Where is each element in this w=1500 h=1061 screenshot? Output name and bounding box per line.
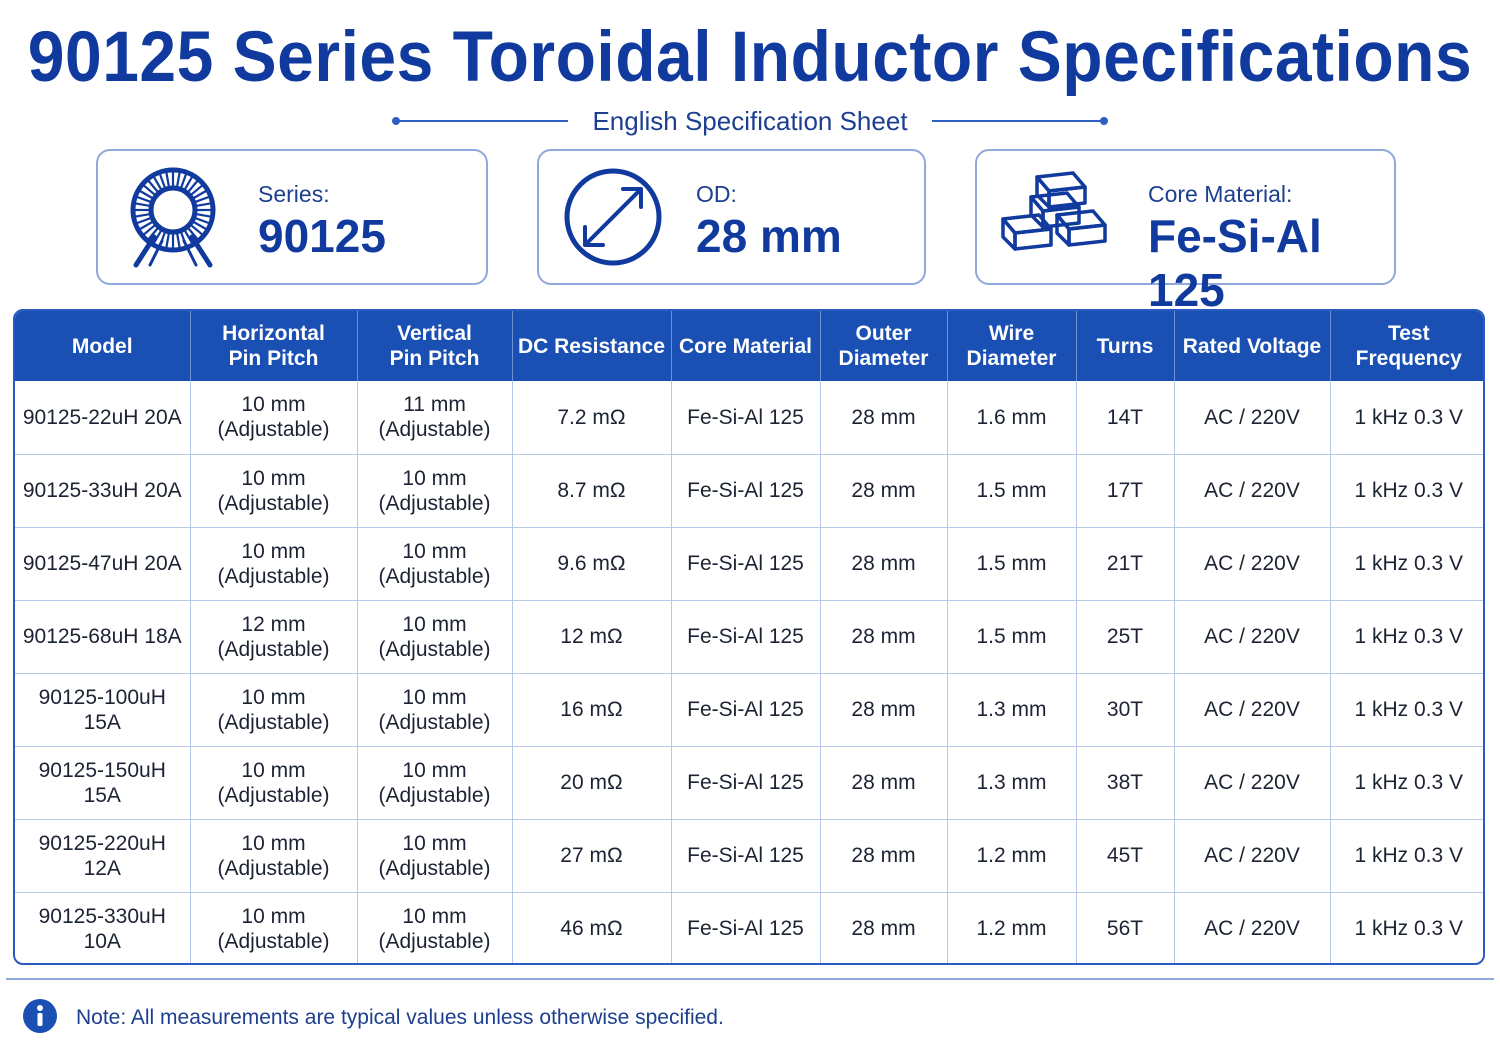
info-icon	[22, 998, 58, 1039]
core-material-label: Core Material:	[1148, 181, 1293, 207]
cell-dc-resistance: 7.2 mΩ	[512, 381, 671, 454]
cell-core-material: Fe-Si-Al 125	[671, 673, 820, 746]
cell-vertical-pin-pitch: 10 mm (Adjustable)	[357, 673, 512, 746]
cell-test-frequency: 1 kHz 0.3 V	[1330, 600, 1485, 673]
cell-rated-voltage: AC / 220V	[1174, 527, 1330, 600]
header-outer-diameter: Outer Diameter	[820, 311, 947, 381]
cell-model: 90125-220uH 12A	[15, 819, 190, 892]
cell-dc-resistance: 9.6 mΩ	[512, 527, 671, 600]
cell-wire-diameter: 1.2 mm	[947, 819, 1076, 892]
cell-outer-diameter: 28 mm	[820, 600, 947, 673]
toroid-coil-icon	[124, 165, 222, 276]
cell-horizontal-pin-pitch: 12 mm (Adjustable)	[190, 600, 357, 673]
table-header-row	[15, 311, 1485, 381]
cell-turns: 21T	[1076, 527, 1174, 600]
header-dc-resistance: DC Resistance	[512, 311, 671, 381]
cell-horizontal-pin-pitch: 10 mm (Adjustable)	[190, 819, 357, 892]
cell-dc-resistance: 16 mΩ	[512, 673, 671, 746]
spec-table	[13, 309, 1485, 965]
header-wire-diameter: Wire Diameter	[947, 311, 1076, 381]
cell-rated-voltage: AC / 220V	[1174, 454, 1330, 527]
cell-rated-voltage: AC / 220V	[1174, 892, 1330, 965]
series-card	[96, 149, 488, 285]
subtitle-rule-left	[394, 120, 568, 122]
cell-turns: 17T	[1076, 454, 1174, 527]
cell-outer-diameter: 28 mm	[820, 527, 947, 600]
table-row	[15, 746, 1485, 819]
cell-model: 90125-33uH 20A	[15, 454, 190, 527]
cell-dc-resistance: 46 mΩ	[512, 892, 671, 965]
cell-horizontal-pin-pitch: 10 mm (Adjustable)	[190, 892, 357, 965]
table-row	[15, 527, 1485, 600]
diameter-arrow-icon	[563, 167, 663, 272]
metal-ingots-icon	[997, 169, 1113, 270]
header-turns: Turns	[1076, 311, 1174, 381]
cell-turns: 30T	[1076, 673, 1174, 746]
cell-rated-voltage: AC / 220V	[1174, 600, 1330, 673]
cell-model: 90125-100uH 15A	[15, 673, 190, 746]
cell-wire-diameter: 1.3 mm	[947, 673, 1076, 746]
od-value: 28 mm	[696, 210, 842, 262]
subtitle-rule-right	[932, 120, 1106, 122]
series-value: 90125	[258, 210, 386, 262]
header-vertical-pin-pitch: Vertical Pin Pitch	[357, 311, 512, 381]
cell-test-frequency: 1 kHz 0.3 V	[1330, 819, 1485, 892]
cell-outer-diameter: 28 mm	[820, 746, 947, 819]
cell-wire-diameter: 1.6 mm	[947, 381, 1076, 454]
cell-rated-voltage: AC / 220V	[1174, 673, 1330, 746]
cell-test-frequency: 1 kHz 0.3 V	[1330, 673, 1485, 746]
cell-wire-diameter: 1.5 mm	[947, 600, 1076, 673]
cell-outer-diameter: 28 mm	[820, 673, 947, 746]
cell-core-material: Fe-Si-Al 125	[671, 819, 820, 892]
cell-vertical-pin-pitch: 10 mm (Adjustable)	[357, 527, 512, 600]
cell-core-material: Fe-Si-Al 125	[671, 454, 820, 527]
cell-core-material: Fe-Si-Al 125	[671, 381, 820, 454]
cell-horizontal-pin-pitch: 10 mm (Adjustable)	[190, 673, 357, 746]
cell-vertical-pin-pitch: 10 mm (Adjustable)	[357, 746, 512, 819]
cell-outer-diameter: 28 mm	[820, 892, 947, 965]
footer-divider	[6, 978, 1494, 980]
cell-horizontal-pin-pitch: 10 mm (Adjustable)	[190, 527, 357, 600]
cell-outer-diameter: 28 mm	[820, 381, 947, 454]
header-test-frequency: Test Frequency	[1355, 322, 1462, 370]
table-row	[15, 454, 1485, 527]
table-row	[15, 892, 1485, 965]
od-card	[537, 149, 926, 285]
od-label: OD:	[696, 181, 737, 207]
note-row	[22, 998, 724, 1038]
cell-test-frequency: 1 kHz 0.3 V	[1330, 527, 1485, 600]
cell-wire-diameter: 1.5 mm	[947, 527, 1076, 600]
page-title: 90125 Series Toroidal Inductor Specifications	[27, 16, 1473, 96]
table-row	[15, 673, 1485, 746]
cell-test-frequency: 1 kHz 0.3 V	[1354, 917, 1464, 941]
cell-horizontal-pin-pitch: 10 mm (Adjustable)	[190, 454, 357, 527]
cell-core-material: Fe-Si-Al 125	[671, 527, 820, 600]
cell-model: 90125-47uH 20A	[15, 527, 190, 600]
cell-vertical-pin-pitch: 11 mm (Adjustable)	[357, 381, 512, 454]
cell-rated-voltage: AC / 220V	[1174, 819, 1330, 892]
cell-rated-voltage: AC / 220V	[1174, 746, 1330, 819]
cell-horizontal-pin-pitch: 10 mm (Adjustable)	[190, 746, 357, 819]
cell-wire-diameter: 1.5 mm	[947, 454, 1076, 527]
cell-wire-diameter: 1.2 mm	[947, 892, 1076, 965]
cell-model: 90125-68uH 18A	[15, 600, 190, 673]
subtitle-row	[0, 104, 1500, 138]
cell-outer-diameter: 28 mm	[820, 819, 947, 892]
cell-wire-diameter: 1.3 mm	[947, 746, 1076, 819]
cell-test-frequency: 1 kHz 0.3 V	[1330, 381, 1485, 454]
cell-turns: 14T	[1076, 381, 1174, 454]
cell-core-material: Fe-Si-Al 125	[671, 600, 820, 673]
cell-vertical-pin-pitch: 10 mm (Adjustable)	[357, 892, 512, 965]
header-horizontal-pin-pitch: Horizontal Pin Pitch	[190, 311, 357, 381]
core-material-card	[975, 149, 1396, 316]
cell-rated-voltage: AC / 220V	[1174, 381, 1330, 454]
cell-model: 90125-22uH 20A	[15, 381, 190, 454]
header-rated-voltage: Rated Voltage	[1174, 311, 1330, 381]
cell-model: 90125-150uH 15A	[15, 746, 190, 819]
cell-vertical-pin-pitch: 10 mm (Adjustable)	[357, 819, 512, 892]
note-text: Note: All measurements are typical values unless otherwise specified.	[76, 1006, 724, 1029]
header-model: Model	[15, 311, 190, 381]
cell-core-material: Fe-Si-Al 125	[671, 892, 820, 965]
table-row	[15, 819, 1485, 892]
header-core-material: Core Material	[671, 311, 820, 381]
core-material-value: Fe-Si-Al 125	[1148, 210, 1322, 316]
cell-test-frequency: 1 kHz 0.3 V	[1330, 746, 1485, 819]
cell-core-material: Fe-Si-Al 125	[671, 746, 820, 819]
series-label: Series:	[258, 181, 330, 207]
cell-turns: 56T	[1076, 892, 1174, 965]
cell-vertical-pin-pitch: 10 mm (Adjustable)	[357, 454, 512, 527]
page-subtitle: English Specification Sheet	[592, 105, 908, 136]
cell-outer-diameter: 28 mm	[820, 454, 947, 527]
cell-dc-resistance: 8.7 mΩ	[512, 454, 671, 527]
cell-turns: 45T	[1076, 819, 1174, 892]
cell-dc-resistance: 20 mΩ	[512, 746, 671, 819]
table-row	[15, 381, 1485, 454]
cell-dc-resistance: 12 mΩ	[512, 600, 671, 673]
cell-dc-resistance: 27 mΩ	[512, 819, 671, 892]
cell-turns: 38T	[1076, 746, 1174, 819]
cell-horizontal-pin-pitch: 10 mm (Adjustable)	[190, 381, 357, 454]
cell-turns: 25T	[1076, 600, 1174, 673]
cell-model: 90125-330uH 10A	[15, 892, 190, 965]
cell-test-frequency: 1 kHz 0.3 V	[1330, 454, 1485, 527]
cell-vertical-pin-pitch: 10 mm (Adjustable)	[357, 600, 512, 673]
table-row	[15, 600, 1485, 673]
